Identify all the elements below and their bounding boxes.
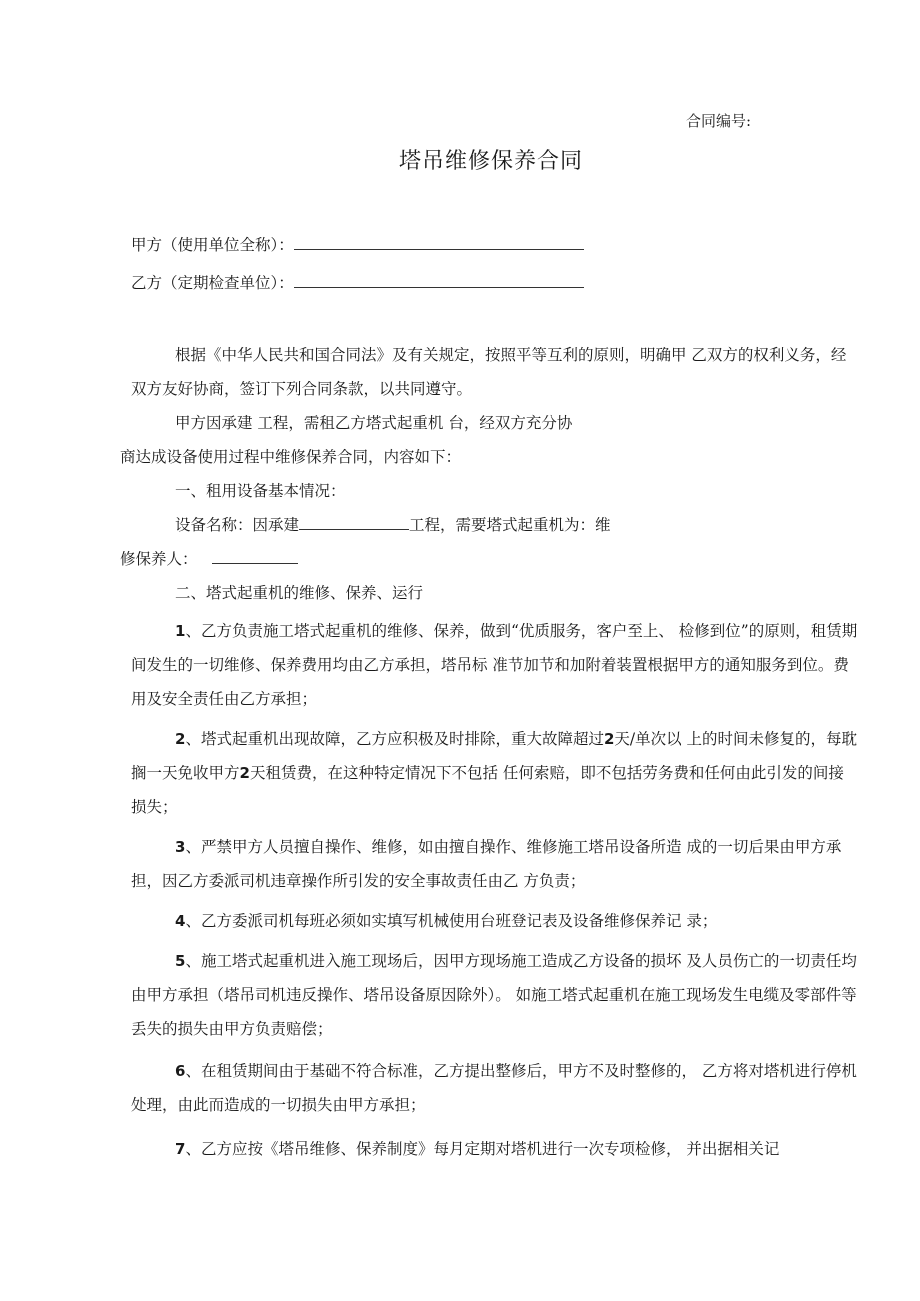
party-a-blank xyxy=(294,237,584,250)
document-title: 塔吊维修保养合同 xyxy=(398,149,583,174)
clause-7 xyxy=(131,1132,859,1166)
clause-4-number: 4 xyxy=(175,912,186,930)
maintainer-label: 修保养人： xyxy=(120,550,198,568)
party-b-blank xyxy=(294,275,584,288)
party-b-label: 乙方（定期检查单位）： xyxy=(131,274,294,292)
clause-2 xyxy=(131,722,859,824)
intro-second-line2: 商达成设备使用过程中维修保养合同，内容如下： xyxy=(120,448,462,466)
equipment-name-line xyxy=(131,508,859,542)
clause-4 xyxy=(131,904,859,938)
party-a-line xyxy=(131,233,584,255)
intro-second-line1: 甲方因承建 工程，需租乙方塔式起重机 台，经双方充分协 xyxy=(175,414,573,432)
intro-paragraph: 根据《中华人民共和国合同法》及有关规定，按照平等互利的原则，明确甲 乙双方的权利义务，经双方友好协商，签订下列合同条款，以共同遵守。 xyxy=(131,346,847,398)
clause-1-number: 1 xyxy=(175,622,186,640)
clause-2-number: 2 xyxy=(175,730,186,748)
clause-6-text: 、在租赁期间由于基础不符合标准，乙方提出整修后，甲方不及时整修的， 乙方将对塔机进行停机处理，由此而造成的一切损失由甲方承担； xyxy=(131,1062,857,1114)
clause-2-days-b: 2 xyxy=(239,764,250,782)
clause-7-text: 、乙方应按《塔吊维修、保养制度》每月定期对塔机进行一次专项检修， 并出据相关记 xyxy=(185,1140,780,1158)
maintainer-line xyxy=(120,542,859,576)
clause-4-text: 、乙方委派司机每班必须如实填写机械使用台班登记表及设备维修保养记 录； xyxy=(185,912,718,930)
clause-7-number: 7 xyxy=(175,1140,186,1158)
maintainer-blank xyxy=(212,551,298,564)
clause-1 xyxy=(131,614,859,716)
clause-6 xyxy=(131,1054,859,1122)
project-blank xyxy=(299,517,409,530)
party-a-label: 甲方（使用单位全称）： xyxy=(131,236,294,254)
clause-5 xyxy=(131,944,859,1046)
clause-5-text: 、施工塔式起重机进入施工现场后，因甲方现场施工造成乙方设备的损坏 及人员伤亡的一切责任均由甲方承担（塔吊司机违反操作、塔吊设备原因除外）。 如施工塔式起重机在施工现场发生电缆及零部件等丢失的损失由甲方负责赔偿； xyxy=(131,952,857,1038)
party-b-line xyxy=(131,271,584,293)
clause-3-text: 、严禁甲方人员擅自操作、维修，如由擅自操作、维修施工塔吊设备所造 成的一切后果由甲方承担，因乙方委派司机违章操作所引发的安全事故责任由乙 方负责； xyxy=(131,838,842,890)
section-2-heading: 二、塔式起重机的维修、保养、运行 xyxy=(175,584,424,602)
section-1-heading: 一、租用设备基本情况： xyxy=(175,482,346,500)
equipment-name-label: 设备名称：因承建 xyxy=(175,516,300,534)
clause-5-number: 5 xyxy=(175,952,186,970)
clause-2-text-b: 天/单次以 上的时间未修复的，每耽搁一天免收甲方 xyxy=(131,730,858,782)
equipment-name-rest: 工程，需要塔式起重机为：维 xyxy=(409,516,611,534)
clause-2-days-a: 2 xyxy=(603,730,615,748)
clause-2-text-c: 天租赁费，在这种特定情况下不包括 任何索赔，即不包括劳务费和任何由此引发的间接损失； xyxy=(131,764,844,816)
clause-1-text: 、乙方负责施工塔式起重机的维修、保养，做到“优质服务，客户至上、 检修到位”的原则，租赁期间发生的一切维修、保养费用均由乙方承担，塔吊标 准节加节和加附着装置根据甲方的通知服务到位。费用及安全责任由乙方承担； xyxy=(131,622,858,708)
contract-body xyxy=(120,338,859,1166)
contract-number-label: 合同编号: xyxy=(686,112,752,130)
clause-3 xyxy=(131,830,859,898)
clause-2-text-a: 、塔式起重机出现故障，乙方应积极及时排除，重大故障超过 xyxy=(185,730,604,748)
clause-6-number: 6 xyxy=(175,1062,186,1080)
clause-3-number: 3 xyxy=(175,838,186,856)
